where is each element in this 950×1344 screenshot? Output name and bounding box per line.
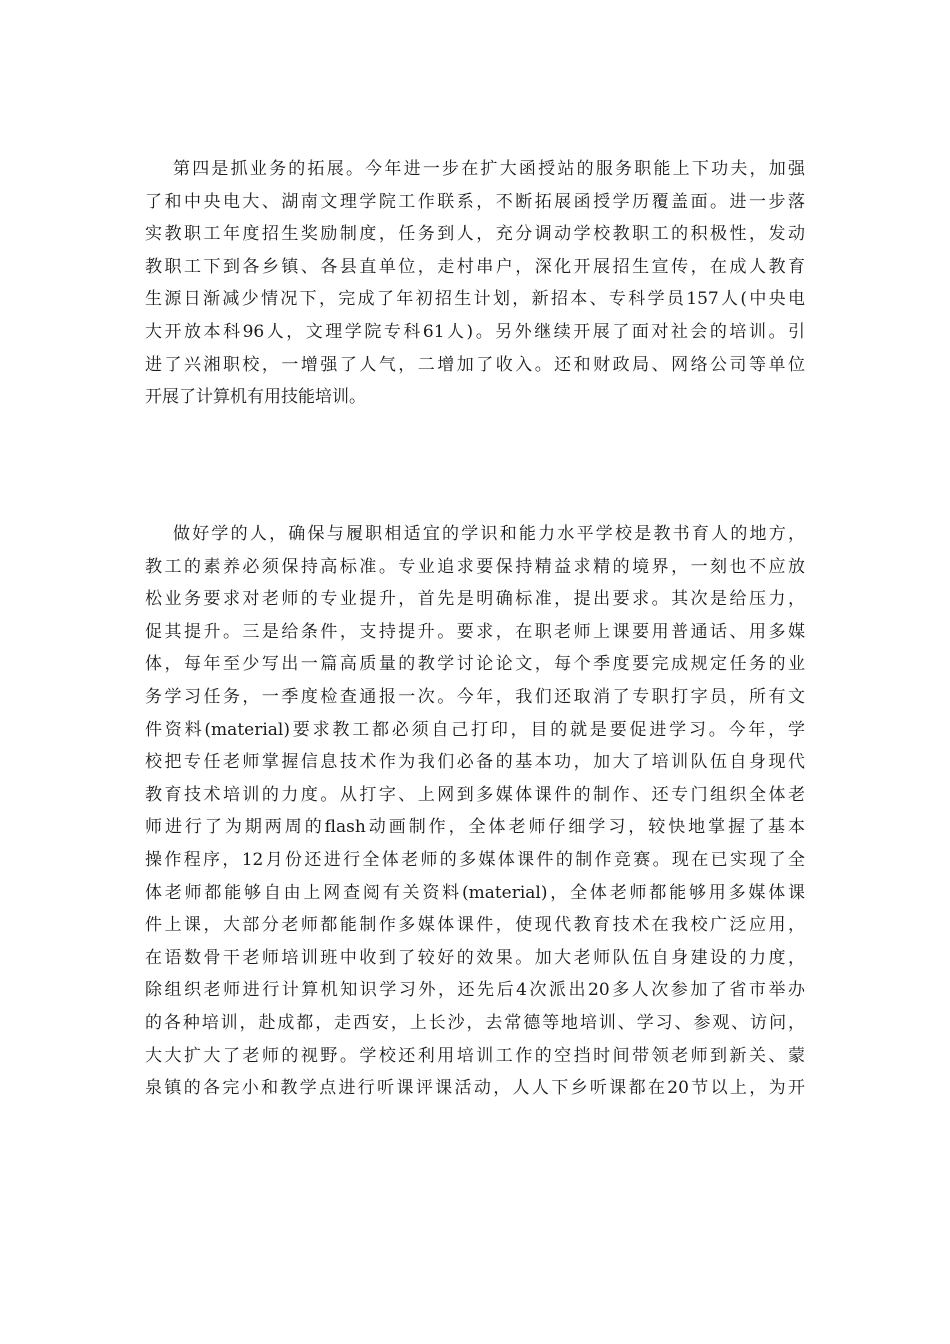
text-line: 师进行了为期两周的flash动画制作，全体老师仔细学习，较快地掌握了基本 [145, 817, 805, 838]
text-line: 教工的素养必须保持高标准。专业追求要保持精益求精的境界，一刻也不应放 [145, 556, 805, 577]
text-line: 松业务要求对老师的专业提升，首先是明确标准，提出要求。其次是给压力， [145, 589, 805, 610]
text-line: 除组织老师进行计算机知识学习外，还先后4次派出20多人次参加了省市举办 [145, 980, 805, 1001]
text-line: 体老师都能够自由上网查阅有关资料(material)，全体老师都能够用多媒体课 [145, 882, 805, 903]
text-line: 泉镇的各完小和教学点进行听课评课活动，人人下乡听课都在20节以上，为开 [145, 1078, 805, 1099]
text-line: 教育技术培训的力度。从打字、上网到多媒体课件的制作、还专门组织全体老 [145, 784, 805, 805]
paragraph-teacher-training [145, 518, 805, 1105]
text-line: 的各种培训，赴成都，走西安，上长沙，去常德等地培训、学习、参观、访问， [145, 1012, 805, 1033]
text-line: 做好学的人，确保与履职相适宜的学识和能力水平学校是教书育人的地方， [173, 524, 805, 544]
text-line: 在语数骨干老师培训班中收到了较好的效果。加大老师队伍自身建设的力度， [145, 947, 805, 968]
text-line: 进了兴湘职校，一增强了人气，二增加了收入。还和财政局、网络公司等单位 [145, 354, 805, 375]
text-line: 件资料(material)要求教工都必须自己打印，目的就是要促进学习。今年，学 [145, 719, 805, 740]
paragraph-business-expansion [145, 153, 805, 414]
text-line: 教职工下到各乡镇、各县直单位，走村串户，深化开展招生宣传，在成人教育 [145, 256, 805, 277]
text-line: 第四是抓业务的拓展。今年进一步在扩大函授站的服务职能上下功夫，加强 [173, 159, 805, 179]
text-line: 务学习任务，一季度检查通报一次。今年，我们还取消了专职打字员，所有文 [145, 686, 805, 707]
text-line: 操作程序，12月份还进行全体老师的多媒体课件的制作竞赛。现在已实现了全 [145, 849, 805, 870]
text-line: 生源日渐减少情况下，完成了年初招生计划，新招本、专科学员157人(中央电 [145, 289, 805, 310]
text-line: 促其提升。三是给条件，支持提升。要求，在职老师上课要用普通话、用多媒 [145, 621, 805, 642]
text-line: 体，每年至少写出一篇高质量的教学讨论论文，每个季度要完成规定任务的业 [145, 654, 805, 675]
text-line: 了和中央电大、湖南文理学院工作联系，不断拓展函授学历覆盖面。进一步落 [145, 191, 805, 212]
text-line: 开展了计算机有用技能培训。 [145, 387, 366, 408]
text-line: 大大扩大了老师的视野。学校还利用培训工作的空挡时间带领老师到新关、蒙 [145, 1045, 805, 1066]
text-line: 大开放本科96人，文理学院专科61人)。另外继续开展了面对社会的培训。引 [145, 321, 805, 342]
text-line: 实教职工年度招生奖励制度，任务到人，充分调动学校教职工的积极性，发动 [145, 224, 805, 245]
text-line: 校把专任老师掌握信息技术作为我们必备的基本功，加大了培训队伍自身现代 [145, 752, 805, 773]
text-line: 件上课，大部分老师都能制作多媒体课件，使现代教育技术在我校广泛应用， [145, 915, 805, 936]
